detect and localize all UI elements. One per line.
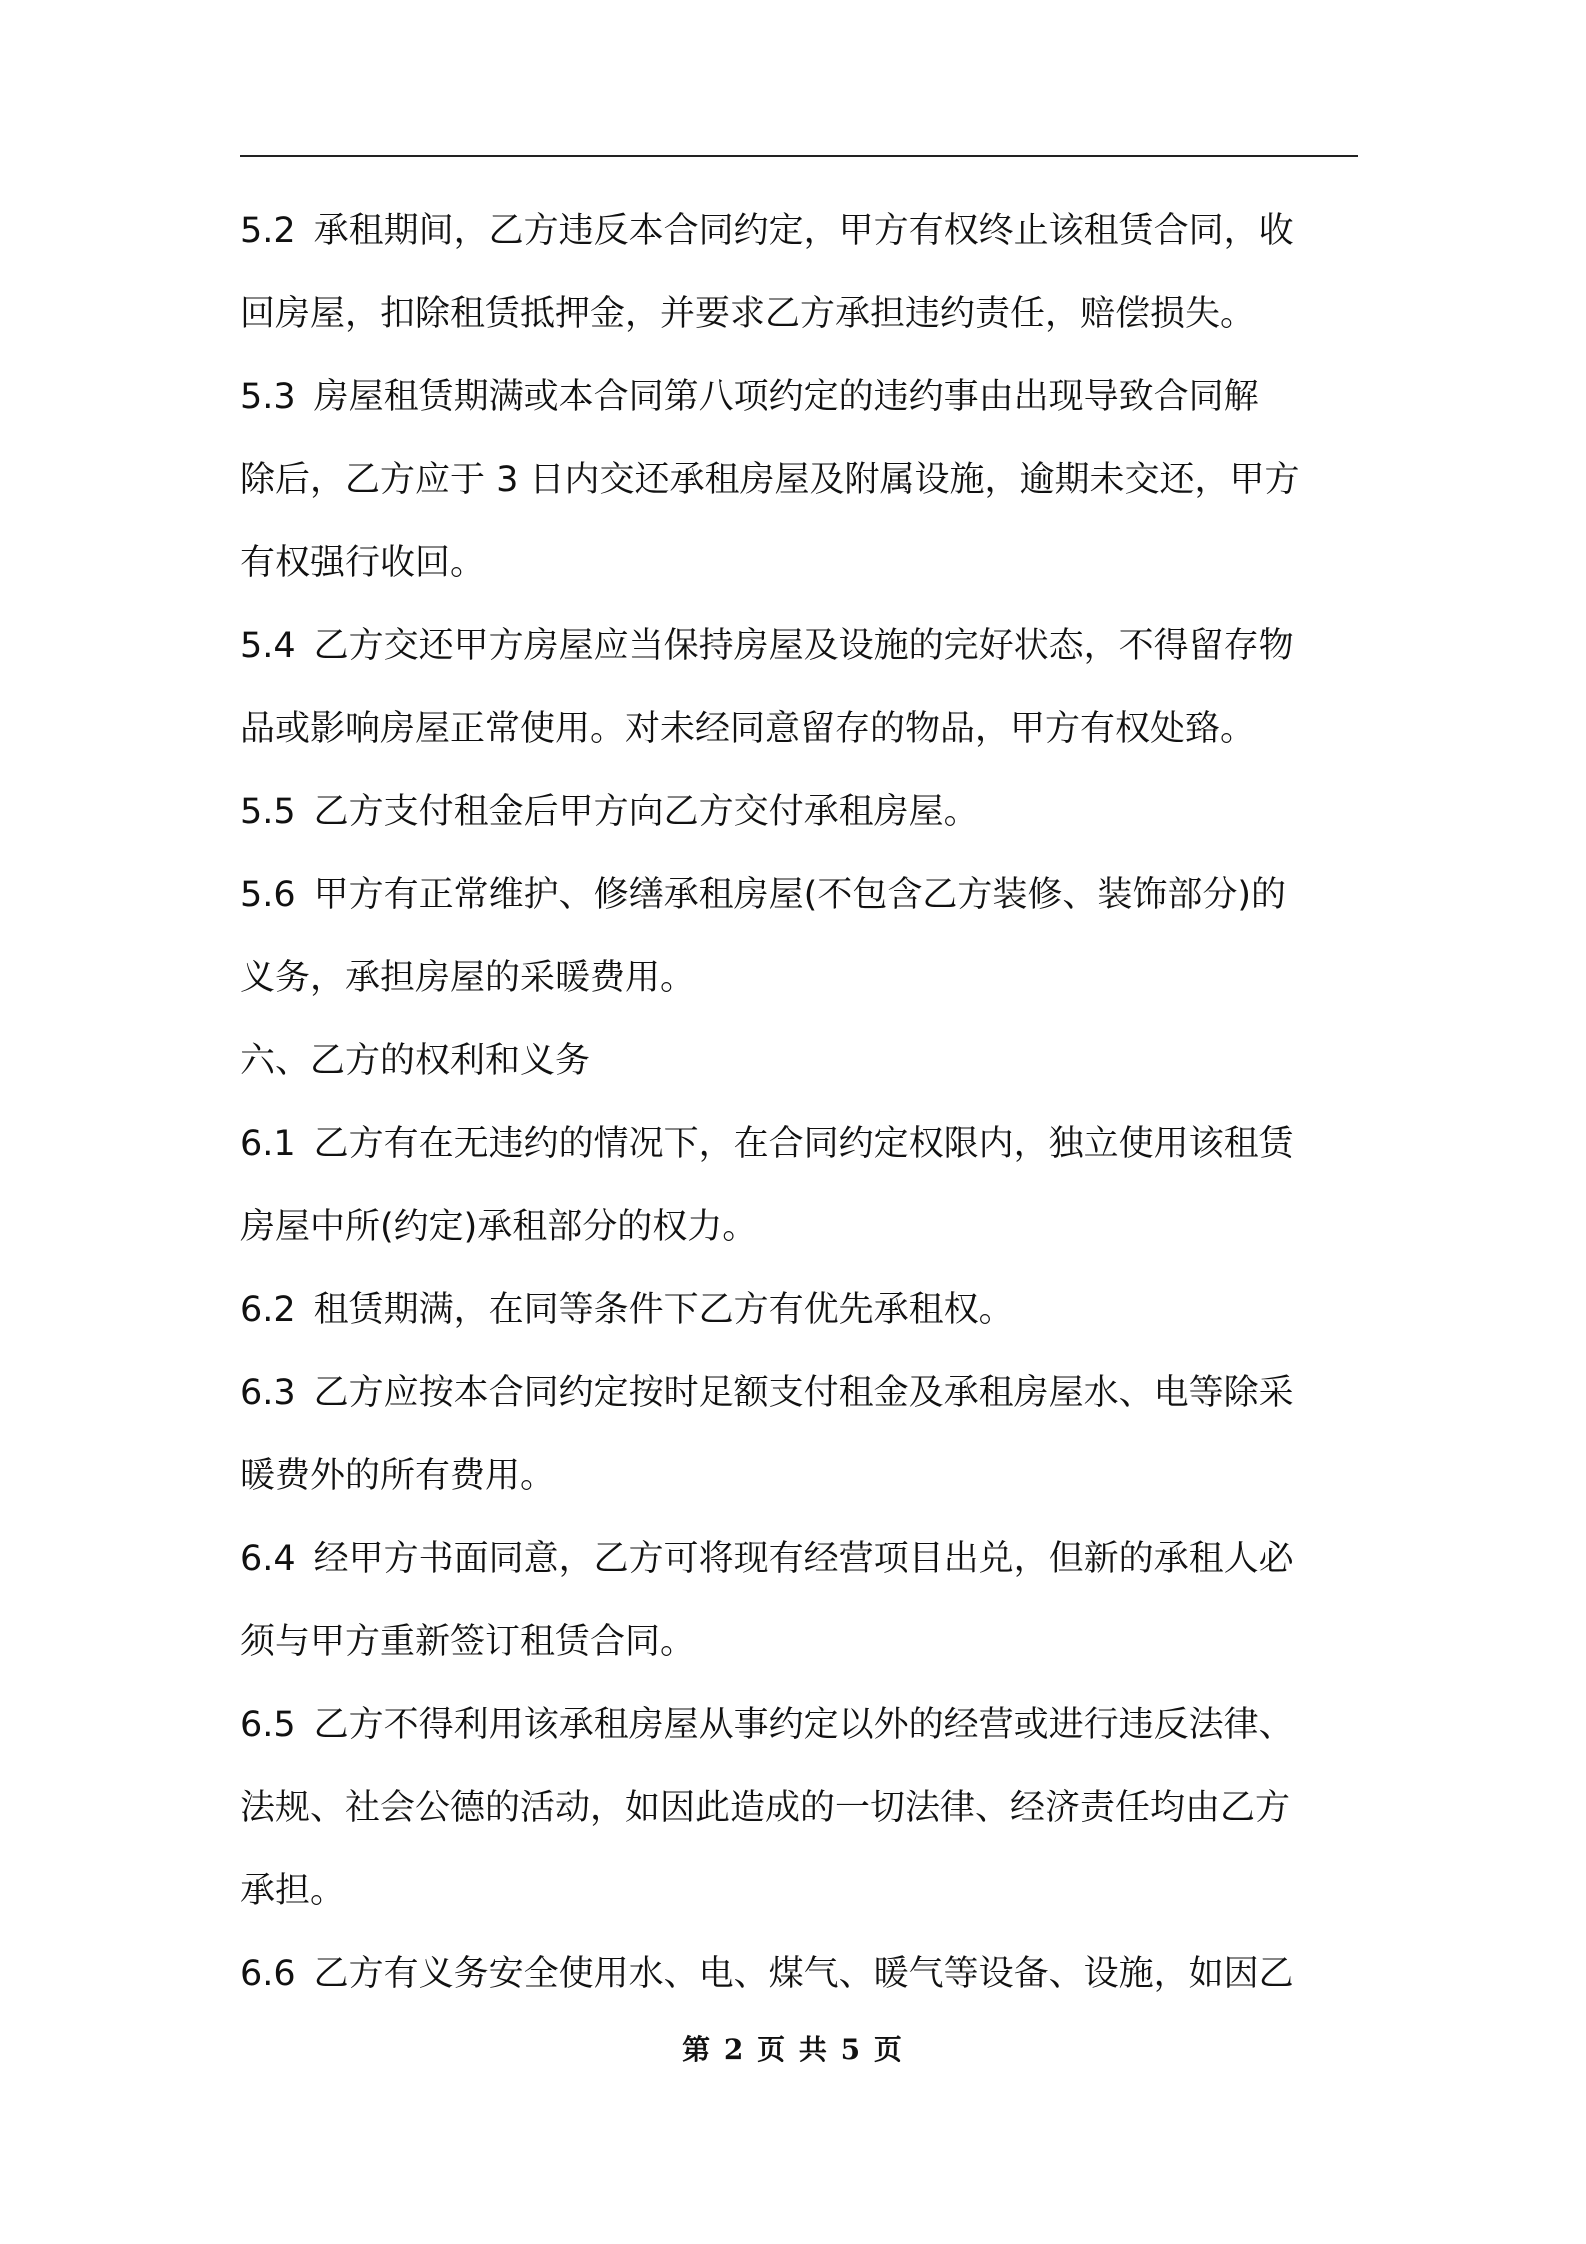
text-line <box>240 1518 1360 1601</box>
text-line <box>240 273 1360 356</box>
text-line <box>240 1186 1360 1269</box>
text-line <box>240 1352 1360 1435</box>
text-line <box>240 1269 1360 1352</box>
text-line <box>240 1601 1360 1684</box>
text-line <box>240 937 1360 1020</box>
line-text: 甲方有正常维护、修缮承租房屋(不包含乙方装修、装饰部分)的 <box>313 875 1286 915</box>
page-number-footer: 第 2 页 共 5 页 <box>682 2033 904 2066</box>
clause-number: 6.2 <box>240 1290 296 1330</box>
line-text: 乙方有在无违约的情况下，在合同约定权限内，独立使用该租赁 <box>313 1124 1294 1164</box>
text-line <box>240 1850 1360 1933</box>
line-text: 租赁期满，在同等条件下乙方有优先承租权。 <box>313 1290 1014 1330</box>
text-line <box>240 439 1360 522</box>
text-line <box>240 605 1360 688</box>
clause-number: 6.4 <box>240 1539 296 1579</box>
text-line <box>240 1684 1360 1767</box>
line-text: 乙方应按本合同约定按时足额支付租金及承租房屋水、电等除采 <box>313 1373 1294 1413</box>
header-rule <box>240 155 1358 157</box>
line-text: 承租期间，乙方违反本合同约定，甲方有权终止该租赁合同，收 <box>313 211 1294 251</box>
line-text: 六、乙方的权利和义务 <box>240 1041 591 1081</box>
line-text: 义务，承担房屋的采暖费用。 <box>240 958 696 998</box>
line-text: 除后，乙方应于 3 日内交还承租房屋及附属设施，逾期未交还，甲方 <box>240 460 1300 500</box>
clause-number: 5.6 <box>240 875 296 915</box>
line-text: 房屋租赁期满或本合同第八项约定的违约事由出现导致合同解 <box>313 377 1259 417</box>
line-text: 法规、社会公德的活动，如因此造成的一切法律、经济责任均由乙方 <box>240 1788 1291 1828</box>
text-line <box>240 688 1360 771</box>
text-line <box>240 1435 1360 1518</box>
clause-number: 6.5 <box>240 1705 296 1745</box>
clause-number: 5.4 <box>240 626 296 666</box>
line-text: 乙方有义务安全使用水、电、煤气、暖气等设备、设施，如因乙 <box>313 1954 1294 1994</box>
text-line <box>240 522 1360 605</box>
text-line <box>240 1767 1360 1850</box>
line-text: 乙方支付租金后甲方向乙方交付承租房屋。 <box>313 792 979 832</box>
line-text: 须与甲方重新签订租赁合同。 <box>240 1622 696 1662</box>
line-text: 房屋中所(约定)承租部分的权力。 <box>240 1207 758 1247</box>
text-line <box>240 1933 1360 2016</box>
line-text: 品或影响房屋正常使用。对未经同意留存的物品，甲方有权处臵。 <box>240 709 1256 749</box>
text-line <box>240 771 1360 854</box>
line-text: 乙方交还甲方房屋应当保持房屋及设施的完好状态，不得留存物 <box>313 626 1294 666</box>
clause-number: 5.3 <box>240 377 296 417</box>
clause-number: 6.1 <box>240 1124 296 1164</box>
text-line <box>240 1103 1360 1186</box>
clause-number: 5.2 <box>240 211 296 251</box>
text-line <box>240 190 1360 273</box>
line-text: 暖费外的所有费用。 <box>240 1456 556 1496</box>
clause-number: 5.5 <box>240 792 296 832</box>
text-line <box>240 356 1360 439</box>
clause-number: 6.3 <box>240 1373 296 1413</box>
line-text: 回房屋，扣除租赁抵押金，并要求乙方承担违约责任，赔偿损失。 <box>240 294 1256 334</box>
document-body <box>240 190 1360 2016</box>
line-text: 有权强行收回。 <box>240 543 486 583</box>
clause-number: 6.6 <box>240 1954 296 1994</box>
line-text: 乙方不得利用该承租房屋从事约定以外的经营或进行违反法律、 <box>313 1705 1294 1745</box>
text-line <box>240 854 1360 937</box>
section-heading <box>240 1020 1360 1103</box>
line-text: 经甲方书面同意，乙方可将现有经营项目出兑，但新的承租人必 <box>313 1539 1294 1579</box>
line-text: 承担。 <box>240 1871 346 1911</box>
